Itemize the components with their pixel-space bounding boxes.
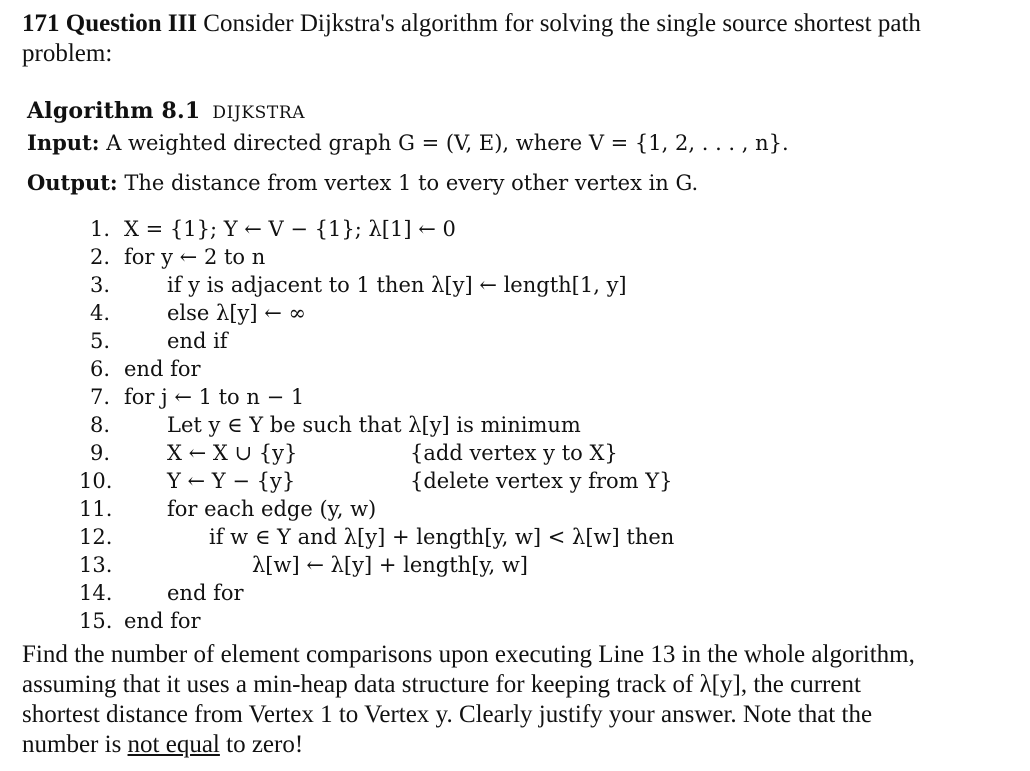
code-line-text: end for xyxy=(124,609,201,633)
code-line-num: 2. xyxy=(90,245,111,269)
code-line-num: 4. xyxy=(90,301,111,325)
code-line-comment: {delete vertex y from Y} xyxy=(410,469,673,493)
code-line-text: if y is adjacent to 1 then λ[y] ← length[1, y] xyxy=(167,273,627,297)
code-line-text: for each edge (y, w) xyxy=(167,497,377,521)
question-intro-text: Consider Dijkstra's algorithm for solving the single source shortest path xyxy=(203,10,921,37)
code-line-num: 3. xyxy=(90,273,111,297)
code-line-text: Let y ∈ Y be such that λ[y] is minimum xyxy=(167,413,581,437)
code-line-num: 12. xyxy=(79,525,113,549)
code-line-num: 6. xyxy=(90,357,111,381)
code-line-text: for j ← 1 to n − 1 xyxy=(124,385,305,409)
input-text: A weighted directed graph G = (V, E), where V = {1, 2, . . . , n}. xyxy=(106,131,789,155)
code-line-comment: {add vertex y to X} xyxy=(410,441,618,465)
code-line-num: 7. xyxy=(90,385,111,409)
code-line-num: 14. xyxy=(79,581,113,605)
code-line-text: end if xyxy=(167,329,228,353)
find-underlined-phrase: not equal xyxy=(127,731,220,758)
algorithm-name: DIJKSTRA xyxy=(212,103,306,123)
question-intro-line2: problem: xyxy=(22,40,113,67)
find-line4-suffix: to zero! xyxy=(226,731,304,758)
code-line-text: X ← X ∪ {y} xyxy=(167,441,298,465)
algorithm-title-row xyxy=(27,98,305,124)
code-line-num: 1. xyxy=(90,217,111,241)
algorithm-input xyxy=(27,130,789,155)
code-line-num: 5. xyxy=(90,329,111,353)
algorithm-output xyxy=(27,170,698,195)
code-line-num: 8. xyxy=(90,413,111,437)
find-line2: assuming that it uses a min-heap data structure for keeping track of λ[y], the current xyxy=(22,671,861,698)
find-line3: shortest distance from Vertex 1 to Vertex y. Clearly justify your answer. Note that the xyxy=(22,701,873,728)
code-line-text: end for xyxy=(167,581,244,605)
find-line4-prefix: number is xyxy=(22,731,122,758)
code-line-text: X = {1}; Y ← V − {1}; λ[1] ← 0 xyxy=(124,217,456,241)
output-text: The distance from vertex 1 to every other vertex in G. xyxy=(124,171,699,195)
code-line-text: if w ∈ Y and λ[y] + length[y, w] < λ[w] then xyxy=(209,525,675,549)
input-label: Input: xyxy=(27,130,100,155)
code-line-text: for y ← 2 to n xyxy=(124,245,266,269)
find-line1: Find the number of element comparisons upon executing Line 13 in the whole algorithm, xyxy=(22,641,915,668)
code-line-num: 10. xyxy=(79,469,113,493)
code-line-num: 15. xyxy=(79,609,113,633)
algorithm-title: Algorithm 8.1 xyxy=(27,98,201,124)
code-line-text: end for xyxy=(124,357,201,381)
code-line-text: λ[w] ← λ[y] + length[y, w] xyxy=(252,553,528,577)
question-number: 171 Question III xyxy=(22,10,198,37)
code-line-num: 11. xyxy=(79,497,113,521)
code-line-num: 9. xyxy=(90,441,111,465)
code-line-num: 13. xyxy=(79,553,113,577)
find-line4 xyxy=(22,730,303,760)
output-label: Output: xyxy=(27,170,118,195)
code-line-text: else λ[y] ← ∞ xyxy=(167,301,307,325)
question-intro-line1 xyxy=(22,9,921,39)
code-line-text: Y ← Y − {y} xyxy=(167,469,296,493)
